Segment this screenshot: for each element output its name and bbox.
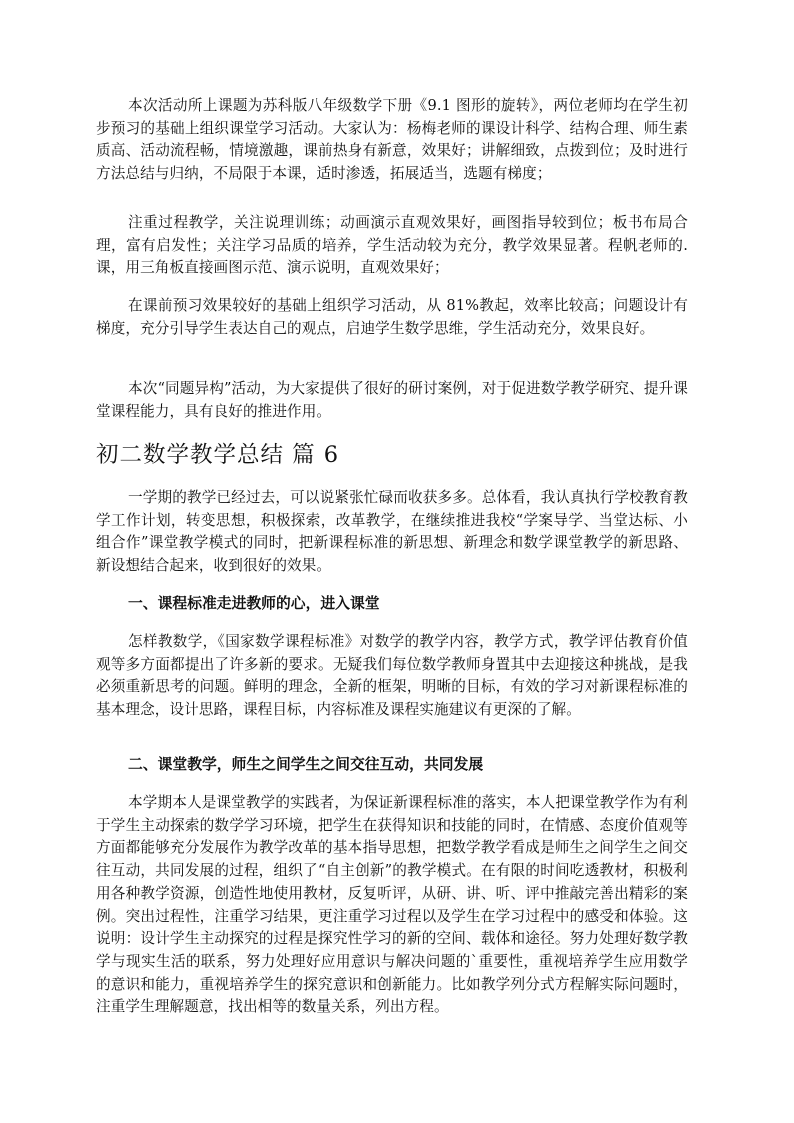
subsection-title-1: 一、课程标准走进教师的心，进入课堂 bbox=[128, 595, 380, 612]
section-title: 初二数学教学总结 篇 6 bbox=[96, 442, 340, 468]
paragraph-classroom-teaching: 本学期本人是课堂教学的实践者，为保证新课程标准的落实，本人把课堂教学作为有利于学生主动探索的数学学习环境，把学生在获得知识和技能的同时，在情感、态度价值观等方面都能够充分发展作为教学改革的基本指导思想，把数学教学看成是师生之间学生之间交往互动，共同发展的过程，组织了“自主创新”的教学模式。在有限的时间吃透教材，积极利用各种教学资源，创造性地使用教材，反复听评，从研、讲、听、评中推敲完善出精彩的案例。突出过程性，注重学习结果，更注重学习过程以及学生在学习过程中的感受和体验。这说明：设计学生主动探究的过程是探究性学习的新的空间、载体和途径。努力处理好数学教学与现实生活的联系，努力处理好应用意识与解决问题的`重要性，重视培养学生应用数学的意识和能力，重视培养学生的探究意识和创新能力。比如教学列分式方程解实际问题时，注重学生理解题意，找出相等的数量关系，列出方程。 bbox=[96, 794, 688, 1016]
subsection-title-2: 二、课堂教学，师生之间学生之间交往互动，共同发展 bbox=[128, 756, 484, 773]
paragraph-semester-intro: 一学期的教学已经过去，可以说紧张忙碌而收获多多。总体看，我认真执行学校教育教学工作计划，转变思想，积极探索，改革教学，在继续推进我校“学案导学、当堂达标、小组合作”课堂教学模式的同时，把新课程标准的新思想、新理念和数学课堂教学的新思路、新设想结合起来，收到很好的效果。 bbox=[96, 489, 688, 575]
paragraph-preview-activity: 在课前预习效果较好的基础上组织学习活动，从 81%教起，效率比较高；问题设计有梯度，充分引导学生表达自己的观点，启迪学生数学思维，学生活动充分，效果良好。 bbox=[96, 297, 688, 337]
paragraph-same-topic-activity: 本次“同题异构”活动，为大家提供了很好的研讨案例，对于促进数学教学研究、提升课堂课程能力，具有良好的推进作用。 bbox=[96, 380, 688, 420]
paragraph-curriculum-standard: 怎样教数学，《国家数学课程标准》对数学的教学内容，教学方式，教学评估教育价值观等多方面都提出了许多新的要求。无疑我们每位数学教师身置其中去迎接这种挑战，是我必须重新思考的问题。鲜明的理念，全新的框架，明晰的目标，有效的学习对新课程标准的基本理念，设计思路，课程目标，内容标准及课程实施建议有更深的了解。 bbox=[96, 633, 688, 719]
paragraph-process-teaching: 注重过程教学，关注说理训练；动画演示直观效果好，画图指导较到位；板书布局合理，富有启发性；关注学习品质的培养，学生活动较为充分，教学效果显著。程帆老师的.课，用三角板直接画图示范、演示说明，直观效果好； bbox=[96, 214, 688, 277]
paragraph-activity-summary: 本次活动所上课题为苏科版八年级数学下册《9.1 图形的旋转》，两位老师均在学生初步预习的基础上组织课堂学习活动。大家认为：杨梅老师的课设计科学、结构合理、师生素质高、活动流程畅，情境激趣，课前热身有新意，效果好；讲解细致，点拨到位；及时进行方法总结与归纳，不局限于本课，适时渗透，拓展适当，选题有梯度； bbox=[96, 97, 688, 183]
